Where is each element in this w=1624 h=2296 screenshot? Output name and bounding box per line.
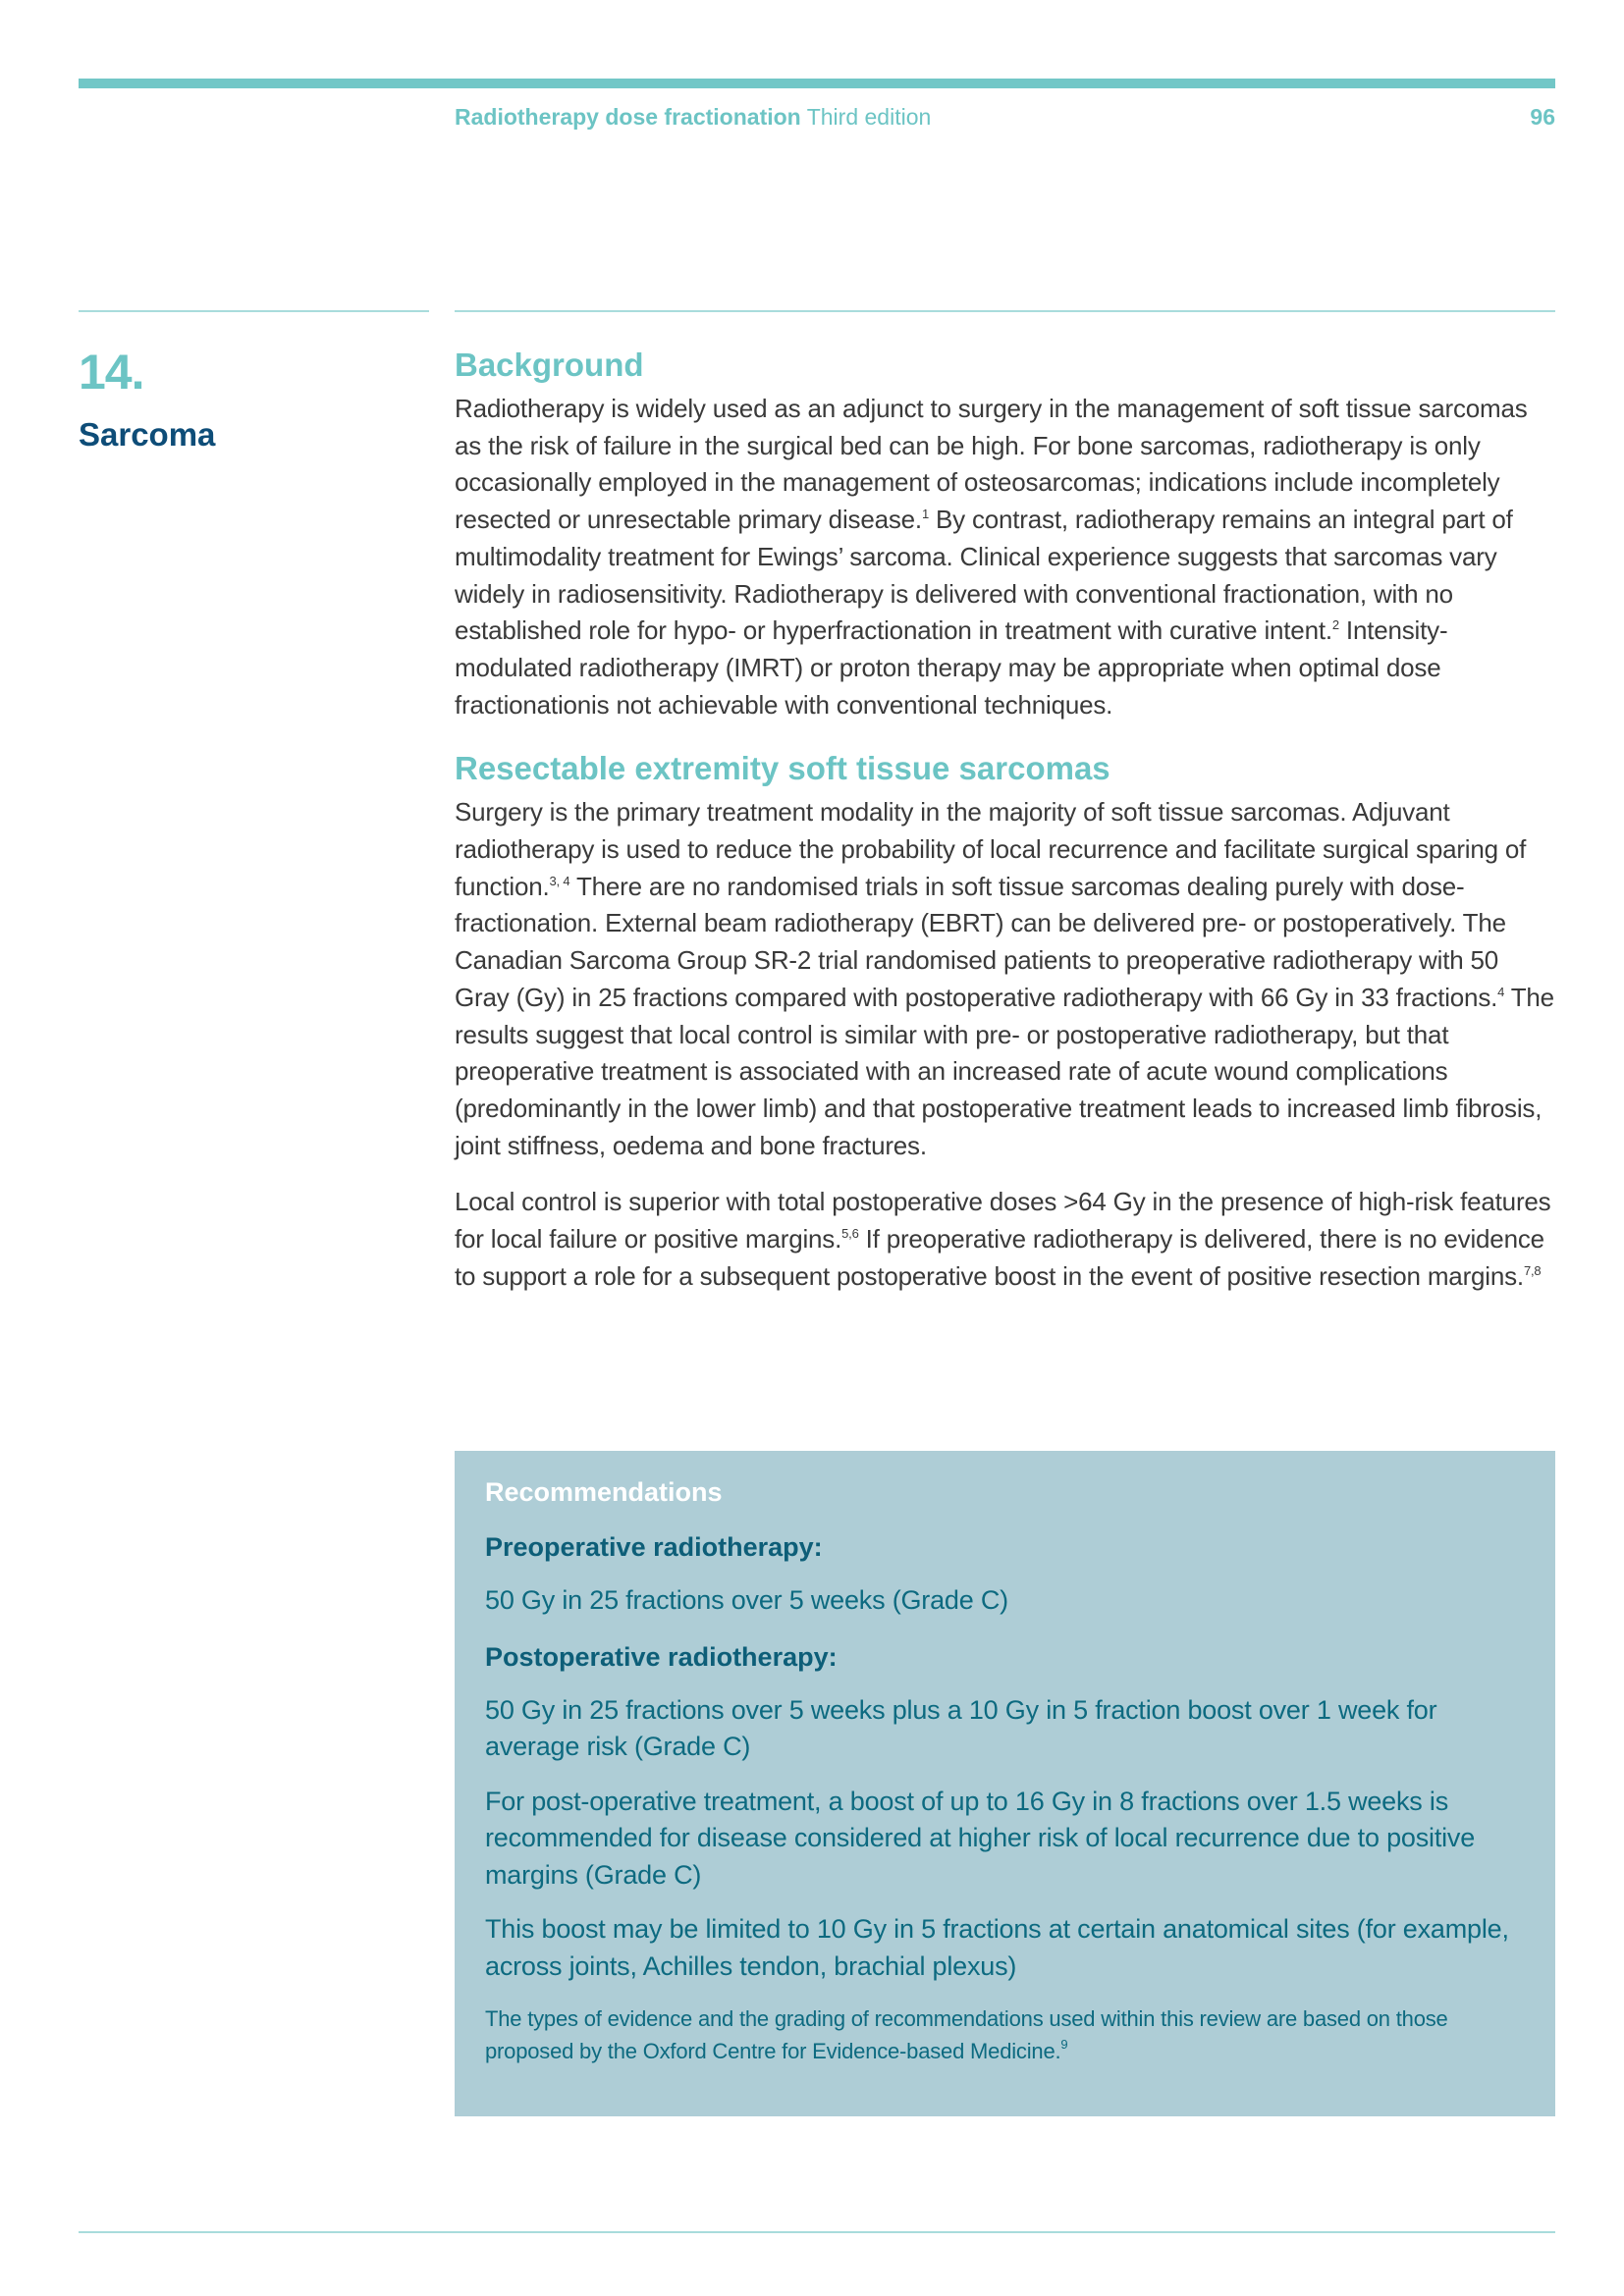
postop-recommendation-3: This boost may be limited to 10 Gy in 5 fractions at certain anatomical sites (for example, across joints, Achilles tendon, brachial plexus) (485, 1914, 1509, 1981)
resectable-paragraph-2 (455, 1184, 1555, 1295)
text-run: If preoperative radiotherapy is delivered, there is no evidence to support a role for a subsequent postoperative boost in the event of positive resection margins. (455, 1224, 1544, 1291)
resectable-paragraph-1 (455, 794, 1555, 1164)
text-run: Radiotherapy is widely used as an adjunct to surgery in the management of soft tissue sarcomas as the risk of failure in the surgical bed can be high. For bone sarcomas, radiotherapy is only occasionally employed in the management of osteosarcomas; indications include incompletely resected or unresectable primary disease. (455, 394, 1528, 535)
resectable-section (455, 749, 1555, 1295)
background-section (455, 346, 1555, 723)
text-run: The types of evidence and the grading of recommendations used within this review are based on those proposed by the Oxford Centre for Evidence-based Medicine. (485, 2006, 1448, 2063)
text-run: Intensity-modulated radiotherapy (IMRT) or proton therapy may be appropriate when optimal dose fractionationis not achievable with conventional techniques. (455, 615, 1448, 720)
reference-marker: 3, 4 (549, 873, 570, 888)
reference-marker: 1 (921, 507, 929, 522)
reference-marker: 2 (1331, 617, 1339, 633)
background-heading: Background (455, 347, 644, 383)
reference-marker: 4 (1497, 984, 1505, 999)
edition-label: Third edition (806, 104, 932, 130)
document-title: Radiotherapy dose fractionation (455, 104, 801, 130)
postop-recommendation-1: 50 Gy in 25 fractions over 5 weeks plus a 10 Gy in 5 fraction boost over 1 week for average risk (Grade C) (485, 1694, 1437, 1761)
background-paragraph (455, 391, 1555, 723)
recommendations-box (455, 1451, 1555, 2116)
chapter-number: 14. (79, 345, 144, 400)
text-run: The results suggest that local control is similar with pre- or postoperative radiotherapy, but that preoperative treatment is associated with an increased rate of acute wound complications (predominantly in the lower limb) and that postoperative treatment leads to increased limb fibrosis, joint stiffness, oedema and bone fractures. (455, 982, 1554, 1160)
page-number: 96 (1530, 104, 1555, 130)
running-head (455, 104, 931, 131)
header-rule (79, 79, 1555, 88)
preop-recommendation: 50 Gy in 25 fractions over 5 weeks (Grade C) (485, 1585, 1008, 1615)
reference-marker: 7,8 (1523, 1262, 1542, 1278)
text-run: There are no randomised trials in soft tissue sarcomas dealing purely with dose-fractionation. External beam radiotherapy (EBRT) can be delivered pre- or postoperatively. The Canadian Sarcoma Group SR-2 trial randomised patients to preoperative radiotherapy with 50 Gray (Gy) in 25 fractions compared with postoperative radiotherapy with 66 Gy in 33 fractions. (455, 871, 1506, 1012)
preop-heading: Preoperative radiotherapy: (485, 1532, 823, 1562)
content-rule (455, 310, 1555, 312)
recommendations-title: Recommendations (485, 1477, 723, 1507)
postop-recommendation-2: For post-operative treatment, a boost of up to 16 Gy in 8 fractions over 1.5 weeks is recommended for disease considered at higher risk of local recurrence due to positive margins (Grade C) (485, 1786, 1476, 1890)
reference-marker: 9 (1060, 2037, 1068, 2052)
evidence-note (485, 2002, 1526, 2067)
text-run: By contrast, radiotherapy remains an integral part of multimodality treatment for Ewings’ sarcoma. Clinical experience suggests that sarcomas vary widely in radiosensitivity. Radiotherapy is delivered with conventional fractionation, with no established role for hypo- or hyperfractionation in treatment with curative intent. (455, 505, 1513, 646)
chapter-title: Sarcoma (79, 416, 216, 453)
main-content (455, 346, 1555, 1295)
chapter-rule (79, 310, 429, 312)
footer-rule (79, 2231, 1555, 2233)
reference-marker: 5,6 (841, 1226, 859, 1242)
text-run: Local control is superior with total postoperative doses >64 Gy in the presence of high-risk features for local failure or positive margins. (455, 1187, 1551, 1255)
resectable-heading: Resectable extremity soft tissue sarcomas (455, 750, 1110, 787)
text-run: Surgery is the primary treatment modality in the majority of soft tissue sarcomas. Adjuvant radiotherapy is used to reduce the probability of local recurrence and facilitate surgical sparing of function. (455, 797, 1527, 901)
postop-heading: Postoperative radiotherapy: (485, 1641, 838, 1672)
